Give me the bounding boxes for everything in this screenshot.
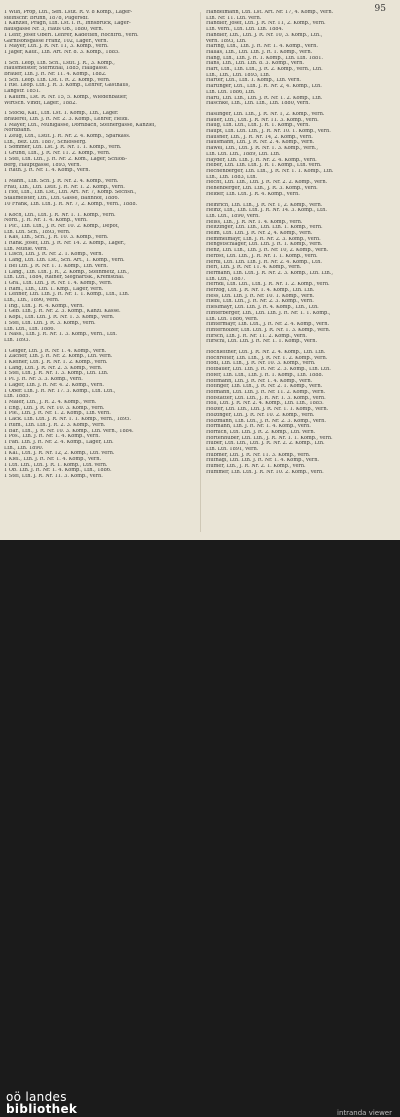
entry-line: Holl, Lth. J. R. Nr. 2. 4. Komp., Lth. Lth., 1885.: [206, 401, 324, 407]
entry-line: 1 Kiel., Lth. J. R. Nr. 1. 4. Komp., verh.: [4, 457, 102, 463]
entry-line: 1 Lang, Lth. Lth. Lst., Sch. Art., 1. Komp., verh.: [4, 258, 125, 264]
entry-line: Lth., Lth. 1883, Lth.: [206, 174, 257, 180]
entry-line: Hoffmann, Lth. J. R. Nr. 1. 4. Komp., verh.: [206, 378, 313, 384]
entry-line: Hauer, Lth., Lth. J. R. Nr. 11. 3. Komp., verh.: [206, 117, 319, 123]
entry-line: Wirtsch. Vindt, Lager., 1882.: [4, 100, 77, 106]
entry-line: 1 Lager, Lth. J. R. Nr. 4. 2. Komp., verh.: [4, 382, 104, 388]
entry-line: 1 Rath. J. R. Nr. 1. 4. Komp., verh.: [4, 168, 91, 174]
entry-line: Hinterholzer, Lth. Lth. J. R. Nr. 1. 3. Komp., verh.: [206, 327, 331, 333]
entry-line: 1 Lehr, Josef Oberl. Lehrer, Kadetten, Rochfrd., verh.: [4, 32, 139, 38]
entry-line: Herl, Lth. J. R. Nr. 11. 4. Komp., verh.: [206, 265, 302, 271]
entry-line: 1 Ing., Lth. J. R. 4. Komp., verh.: [4, 303, 84, 309]
entry-line: 1 Grund, Lth., J. R. Nr. 11. 2. Komp., verh.: [4, 151, 111, 157]
entry-line: 1 Pie., Lth. J. R. Nr. 1. 2. Komp., Lth. verh.: [4, 411, 111, 417]
entry-line: Hartl, Lth. Lth., Lth. J. R. Nr. 1. 2. Komp., Lth.: [206, 95, 323, 101]
entry-line: Handler, Lth., Lth. J. R. Nr. 10, 3. Komp., Lth.,: [206, 32, 323, 38]
entry-line: 1 Rie. Leop. Lth. J. R. 3. Komp., Lehrer, Gasthaus,: [4, 83, 130, 89]
entry-line: Handelmann, Lth. Lst. Art. Nr. 17, 4. Komp., verh.: [206, 10, 334, 15]
entry-line: 1 Pl. J. R. Nr. 3. 3. Komp., verh.: [4, 377, 83, 383]
entry-line: 1 Mayer, Lth. J. R. Nr. 11, 3. Komp., verh.: [4, 44, 109, 50]
entry-line: Hermann, Lth. Lth. J. R. Nr. 2. 3. Komp., Lth. Lth.,: [206, 270, 333, 276]
entry-line: Lth., Lth., 1890, verh.: [4, 298, 60, 304]
entry-line: 1 Kanzlei, Pragh, Lth. Lst. I. R., Innsbruck, Lager-: [4, 21, 131, 27]
entry-line: Lth. Lth. Sch., 1893, verh.: [4, 229, 71, 235]
entry-line: Hinterberger, Lth., Lth. Lth. J. R. Nr. 1. 1. Komp.,: [206, 310, 331, 316]
right-column: [206, 10, 392, 476]
entry-line: Holzer, Lth. Lth., Lth. J. R. Nr. 1. 1. Komp., verh.: [206, 407, 329, 413]
entry-line: Haring, Lth., Lth. J. R. Nr. 1. 4. Komp., verh.: [206, 44, 318, 50]
entry-line: Nordbahn.: [4, 128, 32, 134]
viewer-label[interactable]: intranda viewer: [337, 1109, 392, 1117]
entry-line: 1 Nass., Lth. J. R. Nr. 1. 3. Komp., verh., Lth.: [4, 332, 117, 338]
entry-line: verh. 1893, Lth.: [206, 38, 247, 44]
entry-line: Henz, Lth. Lth., Lth. J. R. Nr. 10, 2. Komp., verh.: [206, 248, 329, 254]
entry-line: 1 Stöckl, Kaf., Lth. Lst. 1. Komp., Lth., Lager.: [4, 111, 119, 117]
entry-line: Hausner, Lth., J. R. Nr. 14, 2. Komp., verh.: [206, 134, 313, 140]
entry-line: 1 Eng., Lth. J. R. Nr. 10. 3. Komp., verh.: [4, 405, 105, 411]
entry-line: 1 Zeug, Lth., Lstlt. J. R. Nr. 2. 4. Komp., Sparkass.: [4, 134, 131, 140]
entry-line: Heitzinger, Lth. Lth., Lth. Lth. 1. Komp., verh.: [206, 225, 323, 231]
entry-line: Lth., Lth., Lth. 1893, Lth.: [206, 72, 271, 78]
entry-line: 1 Kaufm., Lst. R. Nr. 15, 5. Komp., Wiedenbauer,: [4, 94, 128, 100]
entry-line: Hofbauer, Lth. Lth. J. R. Nr. 2. 3. Komp., Lth. Lth.: [206, 367, 331, 373]
library-logo[interactable]: [6, 1091, 77, 1115]
entry-line: 1 Lang., Lth. Lth. J. R., 2. Komp., Steinmetz, Lth.,: [4, 269, 129, 275]
entry-line: Lth. Lth. 1886, Lth.: [206, 89, 256, 95]
entry-line: Hengstschläger, Lth. Lth. J. R. 1. Komp., verh.: [206, 242, 323, 248]
entry-line: Hausmann, Lth. J. R. Nr. 2. 4. Komp., verh.: [206, 140, 315, 146]
entry-line: Hofstätter, Lth. Lth., J. R. Nr. 1. 3. Komp., verh.: [206, 395, 326, 401]
entry-line: 1 Kal., Lth. J. R. Nr. 12, 2. Komp., Lth. verh.: [4, 451, 115, 457]
left-column: [4, 10, 190, 480]
entry-line: Hartinger, Lth., Lth. J. R. Nr. 2, 4. Komp., Lth.: [206, 84, 322, 90]
entry-line: 1 Zacher, Lth. J. R. Nr. 2. Komp., Lth. verh.: [4, 354, 113, 360]
entry-line: Lth. verh., Lth. Lth. Lth. 1884.: [206, 27, 284, 33]
entry-line: Haug, Lth. Lth., Lth. J. R. 1. Komp., verh.: [206, 123, 310, 129]
logo-line-2: bibliothek: [6, 1102, 78, 1116]
entry-line: 1 Bar., Lth., J. R. Nr. 10. 3. Komp., Lth. verh., 1884.: [4, 428, 134, 434]
entry-line: Hawel, Lth., Lth. J. R. Nr. 1. 3. Komp., verh.,: [206, 146, 318, 152]
entry-line: Haupt, Lth. Lth. Lth., J. R. Nr. 10. 1. Komp., verh.: [206, 129, 331, 135]
entry-line: Hofinger, Lth. Lth., J. R. Nr. 2. 1. Komp., verh.: [206, 384, 323, 390]
entry-line: Heider, Lth. Lth. J. R. 4. Komp., verh.: [206, 191, 300, 197]
page-number: 95: [374, 4, 386, 14]
entry-line: Brauerei, Lth. J. R. Nr. 2. 3. Komp., Lehrer, Heidl.: [4, 116, 130, 122]
column-divider: [200, 12, 201, 532]
entry-line: Hemmelmayr, Lth. J. R. Nr. 2. 3. Komp., verh.: [206, 236, 321, 242]
entry-line: Hubmer, Lth. J. R. Nr. 11. 3. Komp., verh.: [206, 452, 311, 458]
entry-line: Holzinger, Lth. J. R. Nr. 10. 2. Komp., verh.: [206, 412, 315, 418]
entry-line: 1 Stei, Lth. Lth. J. R. 3. Komp., verh.: [4, 320, 96, 326]
entry-line: Herdl, Lth. Lth. Lth. J. R. Nr. 2. 4. Komp., Lth.: [206, 259, 322, 265]
entry-line: Lth. Lth., Lth. 1886.: [4, 326, 55, 332]
entry-line: 1 Bei Lth. J. R. Nr. 1. 1. Komp., Lth. verh.: [4, 263, 108, 269]
entry-line: 1 Ob. Lth. J. R. Nr. 1. 4. Komp., Lth., 1886.: [4, 468, 112, 474]
entry-line: 1 Pic., Lth. Lth., J. R. Nr. 10. 2. Komp., Depot,: [4, 223, 120, 229]
entry-line: 1 Wilh, Prop, Lth., Sen. Lstlt. R. v. 8 Komp., Lager-: [4, 10, 133, 15]
entry-line: Lth. Lth., 1887.: [206, 276, 246, 282]
entry-line: Hecht, Lth. Lth., Lth. J. R. Nr. 2. 2. Komp., verh.: [206, 180, 328, 186]
entry-line: Hochreiter, Lth. Lth., J. R. Nr. 1. 2. Komp., verh.: [206, 355, 328, 361]
entry-line: Lth. Lth., 1890, verh.: [206, 213, 260, 219]
entry-line: 1 Jäger, Kauf., Lth. Art. Nr. 8. 3. Komp., 1885.: [4, 49, 120, 55]
entry-line: 1 Kas, Lth., Sch., J. R. 10. 3. Komp., verh.: [4, 235, 109, 241]
entry-line: 1 Ram., Lth., Lth. 1. Kmp., Lager, verh.: [4, 286, 104, 292]
entry-line: Herzog, Lth. J. R. Nr. 1. 4. Komp., Lth. Lth.: [206, 288, 315, 294]
entry-line: 1 Fan. Lth. J. R. Nr. 2. 4. Komp., Lager, Lth.: [4, 439, 114, 445]
entry-line: Haschke, Lth., Lth. Lth., Lth. 1880, verh.: [206, 101, 310, 107]
entry-line: Hummer, Lth. Lth. J. R. Nr. 10. 2. Komp., verh.: [206, 469, 324, 475]
entry-line: Hörtenhuber, Lth. Lth., J. R. Nr. 1. 1. Komp., verh.: [206, 435, 333, 441]
entry-line: Hufnagl, Lth. Lth. J. R. Nr. 1. 4. Komp., verh.: [206, 458, 319, 464]
entry-line: Lth. 1893.: [4, 337, 31, 343]
entry-line: Herbst, Lth. Lth., J. R. Nr. 1. 1. Komp., verh.: [206, 253, 318, 259]
entry-line: 1 Rank. Josef, Lth. J. R. Nr. 14. 2. Komp., Lager.,: [4, 241, 126, 247]
entry-line: berg, Hauptgasse, 1893, verh.: [4, 162, 82, 168]
entry-line: Hehenberger, Lth. Lth., J. R. 3. Komp., verh.: [206, 186, 318, 192]
entry-line: 1 Lack. Lth. Lth. J. R. Nr. 1. 1. Komp., verh., 1895.: [4, 417, 131, 423]
entry-line: Hornich, Lth. Lth. J. R. 2. Komp., Lth. verh.: [206, 429, 316, 435]
entry-line: Hirschl, Lth. Lth. J. R. Nr. 1. 1. Komp., verh.: [206, 339, 318, 345]
entry-line: Garnisonsgasse Franz, 102, Lager., verh.: [4, 38, 109, 44]
entry-line: 1 Geb. Lth. J. R. Nr. 2. 3. Komp., Kanzl. Kasse.: [4, 309, 121, 315]
entry-line: Lth. 1885.: [4, 394, 31, 400]
entry-line: Lth. Nr. 11. Lth. verh.: [206, 15, 262, 21]
entry-line: Harter, Lth., Lth. 1. Komp., Lth. verh.: [206, 78, 301, 84]
entry-line: Huber, Lth. Lth., Lth. J. R. Nr. 2. 2. Komp., Lth.: [206, 441, 325, 447]
entry-line: 1 Mann., Lth. Sch. J. R. Nr. 2. 4. Komp., verh.: [4, 178, 119, 184]
entry-line: Lth. Lth. Lth., 1889, Lth. Lth.: [206, 151, 281, 157]
entry-line: 1 Mayer, Lth., Mühlgasse, Dornbach, Steinergasse, Kanzlei,: [4, 122, 156, 128]
viewer-footer: [0, 540, 400, 1117]
entry-line: Lth., Bez. Lth. 1887, Schlosserg.: [4, 139, 87, 145]
entry-line: Hörmann, Lth. J. R. Nr. 1. 4. Komp., verh.: [206, 424, 311, 430]
entry-line: 1 Lisch, Lth. J. R. Nr. 2. 1. Komp., verh.: [4, 252, 104, 258]
entry-line: Handler, Josef, Lth. J. R. Nr. 11, 2. Komp., verh.: [206, 21, 326, 27]
entry-line: Humer, Lth., J. R. Nr. 2. 1. Komp., verh.: [206, 464, 306, 470]
entry-line: 1 Kopl., Lth. Lth. J. R. Nr. 1. 3. Komp., verh.: [4, 315, 115, 321]
entry-line: steinschr. Brünn, 1878, Pilgersdf.: [4, 15, 89, 21]
entry-line: Hallas, Lth., Lth. Lth. J. R. 1. Komp., verh.: [206, 49, 313, 55]
entry-line: Haslinger, Lth. Lth., J. R. Nr. 1, 2. Komp., verh.: [206, 111, 325, 117]
entry-line: Lth. Lth. 1891, verh.: [206, 447, 259, 453]
entry-line: 1 Stei, Lth. J. R. Nr. 11. 3. Komp., verh.: [4, 474, 103, 480]
entry-line: Hans, Lth., Lth. Lth. 8. 3. Komp., verh.: [206, 61, 304, 67]
entry-line: 10 Frank, Lth. Lth. J. R. Nr. 7, 2. Komp., verh., 1888.: [4, 201, 138, 207]
entry-line: 1 Koch, Lth., Lth. J. R. Nr. 1. 1. Komp., verh.: [4, 212, 116, 218]
entry-line: 1 Ober. Lth. J. R. Nr. 17. 3. Komp., Lth. Lth.,: [4, 388, 116, 394]
entry-line: Hofer, Lth. Lth., Lth. J. R. 1. Komp., Lth. 1888.: [206, 372, 324, 378]
entry-line: Hang, Lth., Lth. J. R. 1. Komp., Lth. Lth. 1881.: [206, 55, 323, 61]
entry-line: Holzmann, Lth. Lth., J. R. Nr. 2. 3. Komp., verh.: [206, 418, 326, 424]
entry-line: 1 Pos., Lth. J. R. Nr. 1. 4. Komp., verh.: [4, 434, 100, 440]
entry-line: 1 Hof, Lth., Lth. Lst., Lth. Art. Nr. 7, Komp. Sechsh.,: [4, 190, 137, 196]
entry-line: 1 Geiger, Lth. J. R. Nr. 1. 4. Komp., verh.: [4, 348, 107, 354]
entry-line: hausgasse Nr. 3, Haus Ob., 1880, verh.: [4, 27, 104, 33]
entry-line: Hausmeister, Sternthal, 1885, Hallgasse.: [4, 66, 109, 72]
entry-line: Lth. Lth., 1884, Rainer, Sieghartsk., Kremsthal.: [4, 275, 125, 281]
entry-line: Heiss, Lth., J. R. Nr. 1. 4. Komp., verh.: [206, 219, 303, 225]
entry-line: Hechenberger, Lth. Lth., J. R. Nr. 1. 1. Komp., Lth.: [206, 168, 334, 174]
entry-line: Lth. Mühle. verh.: [4, 246, 48, 252]
entry-line: 1 Rum., Lth. Lth. J. R. 2. 3. Komp., verh.: [4, 422, 106, 428]
scanned-page: [0, 0, 400, 540]
entry-line: Hiebl, Lth. Lth., J. R. Nr. 2. 3. Komp., verh.: [206, 299, 314, 305]
entry-line: Lth., Lth. 1890.: [4, 445, 44, 451]
entry-line: Helm, Lth. Lth. J. R. Nr. 2, 4. Komp., verh.: [206, 231, 313, 237]
entry-line: 1 Gra., Lth. Lth. J. R. Nr. 1. 4. Komp., verh.: [4, 280, 113, 286]
entry-line: Heinz, Lth., Lth. Lth. J. R. Nr. 14. 3. Komp., Lth.: [206, 208, 327, 214]
entry-line: 1 Lth. Lth., Lth. J. R. 1. Komp., Lth. verh.: [4, 462, 108, 468]
entry-line: Brauer, Lth. J. R. Nr. 11. 4. Komp., 1882.: [4, 72, 107, 78]
entry-line: Heinrich, Lth. Lth., J. R. Nr. 1, 2. Komp., verh.: [206, 202, 323, 208]
entry-line: Hofmann, Lth. Lth. J. R. Nr. 11. 2. Komp., verh.: [206, 390, 326, 395]
entry-line: Hirsch, Lth. J. R. Nr. 11. 2. Komp., verh.: [206, 333, 307, 339]
entry-line: Lth. Lth. 1886, verh.: [206, 316, 259, 322]
entry-line: Frau, Lth., Lth. Lstlt. J. R. Nr. 1. 2. Komp., verh.: [4, 184, 125, 190]
entry-line: Hieslmayr, Lth. Lth. J. R. 4. Komp., Lth., Lth.: [206, 305, 319, 311]
entry-line: Heber, Lth. Lth. Lth. J. R. 1. Komp., Lth. verh.: [206, 163, 322, 169]
entry-line: Hintermayr, Lth. Lth., J. R. Nr. 2. 4. Komp., verh.: [206, 322, 330, 328]
logo-line-1: oö landes: [6, 1090, 67, 1104]
entry-line: 1 Sch. Leop, Lth. Sch., Lstlt. J. R., 3. Komp.,: [4, 60, 115, 66]
entry-line: 1 Sch. Leop. Lth. Lst. I. R. 2. Komp., verh.: [4, 77, 111, 83]
entry-line: Herndl, Lth. Lth., Lth. J. R. Nr. 1. 2. Komp., verh.: [206, 282, 330, 288]
entry-line: Langstr. 1851.: [4, 89, 41, 95]
entry-line: Nord., J. R. Nr. 1. 4. Komp., verh.: [4, 218, 88, 224]
entry-line: 1 Lang, Lth. J. R. Nr. 2. 3. Komp., verh.: [4, 365, 103, 371]
entry-line: 1 Stei, Lth. J. R. Nr. 1. 3. Komp., Lth. Lth.: [4, 371, 109, 377]
entry-line: Hochleitner, Lth. J. R. Nr. 2. 4. Komp., Lth. Lth.: [206, 350, 326, 356]
entry-line: Hart, Lth., Lth. Lth., J. R. 2. Komp., verh., Lth.: [206, 67, 323, 73]
entry-line: 1 Maier, Lth., J. R. 2. 4. Komp., verh.: [4, 400, 97, 405]
entry-line: 1 Kleiner, Lth. J. R. Nr. 1. 2. Komp., verh.: [4, 360, 108, 366]
entry-line: Hayder, Lth. Lth. J. R. Nr. 2. 4. Komp., verh.: [206, 157, 317, 163]
entry-line: Hess, Lth. Lth. J. R. Nr. 10. 1. Komp., verh.: [206, 293, 315, 299]
entry-line: 1 Sommer, Lth. Lst. J. R. Nr. 1. 1. Komp., verh.: [4, 145, 122, 151]
entry-line: Hödl, Lth. Lth., J. R. Nr. 10. 3. Komp., verh.: [206, 361, 316, 367]
entry-line: Stallmeister, Lth., Lth. Gasse, Bahnhof, 1886.: [4, 196, 120, 202]
entry-line: 1 Stei, Lth. Lth., J. R. Nr. 2. Kom., Lager, Schloß-: [4, 156, 127, 162]
entry-line: 1 Lehner, Lth. Lth. J. R. Nr. 1. 1. Komp., Lth., Lth.: [4, 292, 130, 298]
